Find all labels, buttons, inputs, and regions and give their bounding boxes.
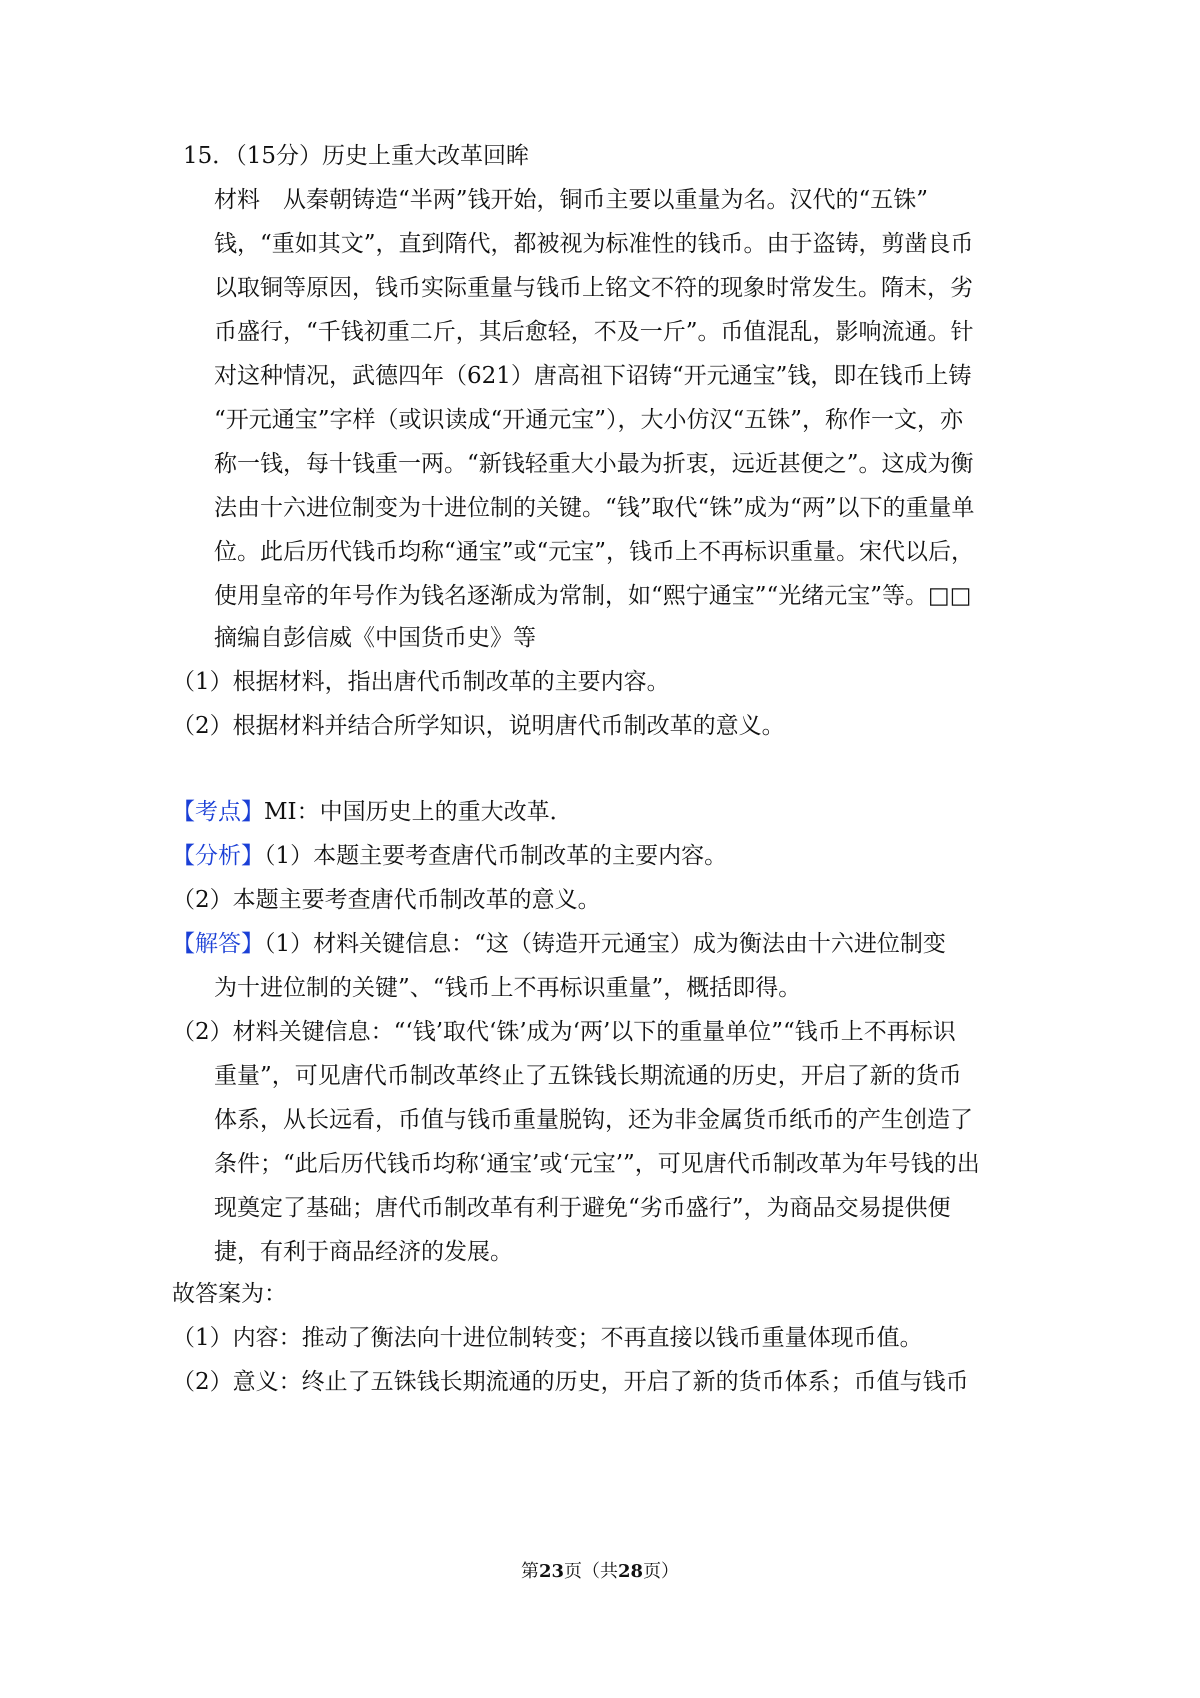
kaodian-label: 【考点】: [172, 799, 264, 825]
jieda-line-1: （1）材料关键信息：“这（铸造开元通宝）成为衡法由十六进位制变: [264, 931, 946, 957]
material-line-2: 钱，“重如其文”，直到隋代，都被视为标准性的钱币。由于盗铸，剪凿良币: [214, 231, 974, 257]
material-line-9: 位。此后历代钱币均称“通宝”或“元宝”，钱币上不再标识重量。宋代以后，: [214, 539, 975, 565]
material-line-6: “开元通宝”字样（或识读成“开通元宝”），大小仿汉“五铢”，称作一文，亦: [214, 407, 964, 433]
fenxi-label: 【分析】: [172, 843, 264, 869]
material-source: 摘编自彭信威《中国货币史》等: [214, 625, 536, 651]
footer-page-number: 23: [538, 1561, 564, 1582]
jieda-part2-line-2: 重量”，可见唐代币制改革终止了五铢钱长期流通的历史，开启了新的货币: [214, 1063, 962, 1089]
material-line-7: 称一钱，每十钱重一两。“新钱轻重大小最为折衷，远近甚便之”。这成为衡: [214, 451, 974, 477]
kaodian-text: MI：中国历史上的重大改革．: [264, 799, 573, 825]
answer-heading: 故答案为：: [172, 1281, 287, 1307]
footer-prefix: 第: [520, 1561, 539, 1582]
sub-question-1: （1）根据材料，指出唐代币制改革的主要内容。: [172, 669, 670, 695]
fenxi-text-2: （2）本题主要考查唐代币制改革的意义。: [172, 887, 601, 913]
fenxi-row: [172, 840, 727, 872]
material-line-10: 使用皇帝的年号作为钱名逐渐成为常制，如“熙宁通宝”“光绪元宝”等。□□: [214, 583, 972, 609]
footer-suffix: 页）: [643, 1561, 680, 1582]
jieda-part2-line-1: （2）材料关键信息：“‘钱’取代‘铢’成为‘两’以下的重量单位”“钱币上不再标识: [172, 1019, 956, 1045]
jieda-line-2: 为十进位制的关键”、“钱币上不再标识重量”，概括即得。: [214, 975, 802, 1001]
material-line-8: 法由十六进位制变为十进位制的关键。“钱”取代“铢”成为“两”以下的重量单: [214, 495, 975, 521]
jieda-label: 【解答】: [172, 931, 264, 957]
footer-mid: 页（共: [564, 1561, 618, 1582]
jieda-row: [172, 928, 946, 960]
material-line-5: 对这种情况，武德四年（621）唐高祖下诏铸“开元通宝”钱，即在钱币上铸: [214, 363, 972, 389]
kaodian-row: [172, 796, 573, 828]
page-footer: [0, 1560, 1200, 1584]
sub-question-2: （2）根据材料并结合所学知识，说明唐代币制改革的意义。: [172, 713, 785, 739]
fenxi-text-1: （1）本题主要考查唐代币制改革的主要内容。: [264, 843, 728, 869]
material-line-3: 以取铜等原因，钱币实际重量与钱币上铭文不符的现象时常发生。隋末，劣: [214, 275, 973, 301]
jieda-part2-line-3: 体系，从长远看，币值与钱币重量脱钩，还为非金属货币纸币的产生创造了: [214, 1107, 973, 1133]
jieda-part2-line-5: 现奠定了基础；唐代币制改革有利于避免“劣币盛行”，为商品交易提供便: [214, 1195, 951, 1221]
jieda-part2-line-6: 捷，有利于商品经济的发展。: [214, 1239, 513, 1265]
answer-line-2: （2）意义：终止了五铢钱长期流通的历史，开启了新的货币体系；币值与钱币: [172, 1369, 969, 1395]
material-line-1: 材料 从秦朝铸造“半两”钱开始，铜币主要以重量为名。汉代的“五铢”: [214, 187, 929, 213]
question-title: 15．（15分）历史上重大改革回眸: [183, 143, 530, 169]
material-line-4: 币盛行，“千钱初重二斤，其后愈轻，不及一斤”。币值混乱，影响流通。针: [214, 319, 974, 345]
answer-line-1: （1）内容：推动了衡法向十进位制转变；不再直接以钱币重量体现币值。: [172, 1325, 923, 1351]
jieda-part2-line-4: 条件；“此后历代钱币均称‘通宝’或‘元宝’”，可见唐代币制改革为年号钱的出: [214, 1151, 980, 1177]
footer-total-pages: 28: [618, 1561, 644, 1582]
